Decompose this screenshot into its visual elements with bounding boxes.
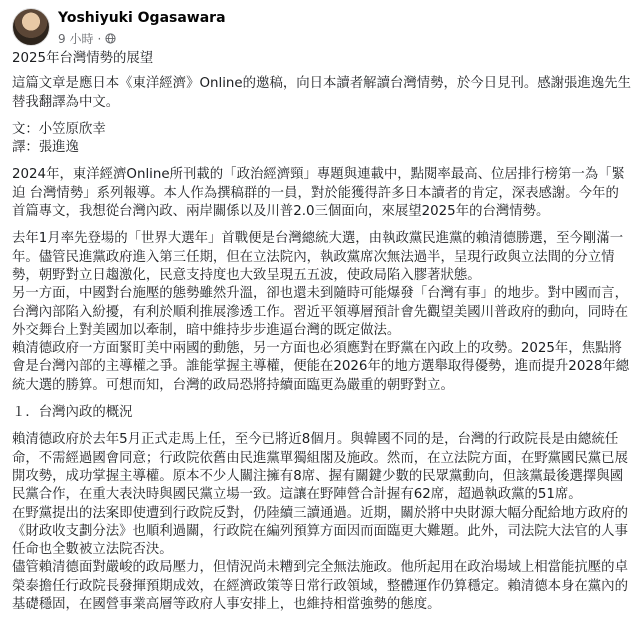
post-header — [12, 4, 628, 48]
paragraph-5: 賴清德政府於去年5月正式走馬上任，至今已將近8個月。與韓國不同的是，台灣的行政院長是由總統任命，不需經過國會同意；行政院依舊由民進黨單獨組閣及施政。然而，在立法院方面，在野黨國民黨已展開攻勢，成功掌握主導權。原本不少人關注擁有8席、握有關鍵少數的民眾黨動向，但該黨最後選擇與國民黨合作，在重大表決時與國民黨立場一致。這讓在野陣營合計握有62席，超過執政黨的51席。 — [12, 432, 628, 503]
timestamp[interactable]: 9 小時 — [58, 32, 94, 46]
byline-translator: 譯：張進逸 — [12, 140, 79, 156]
paragraph-1: 2024年，東洋經濟Online所刊載的「政治經濟頸」專題與連載中，點閱率最高、位居排行榜第一為「緊迫 台灣情勢」系列報導。本人作為撰稿群的一員，對於能獲得許多日本讀者的肯定，深表感謝。今年的首篇專文，我想從台灣內政、兩岸關係以及川普2.0三個面向，來展望2025年的台灣情勢。 — [12, 167, 625, 220]
globe-icon — [105, 33, 116, 44]
post-meta — [58, 30, 116, 47]
paragraph-7: 儘管賴清德面對嚴峻的政局壓力，但情況尚未糟到完全無法施政。他所起用在政治場域上相當能抗壓的卓榮泰擔任行政院長發揮預期成效，在經濟政策等日常行政領域，整體運作仍算穩定。賴清德本身在黨內的基礎穩固，在國營事業高層等政府人事安排上，也維持相當強勢的態度。 — [12, 560, 628, 613]
post-body — [12, 50, 632, 614]
paragraph-4: 賴清德政府一方面緊盯美中兩國的動態，另一方面也必須應對在野黨在內政上的攻勢。2025年，焦點將會是台灣內部的主導權之爭。誰能掌握主導權，便能在2026年的地方選舉取得優勢，進而提升2028年總統大選的勝算。可想而知，台灣的政局恐將持續面臨更為嚴重的朝野對立。 — [12, 341, 630, 393]
paragraph-2: 去年1月率先登場的「世界大選年」首戰便是台灣總統大選，由執政黨民進黨的賴清德勝選，至今剛滿一年。儘管民進黨政府進入第三任期，但在立法院內，執政黨席次無法過半，呈現行政與立法間的分立情勢，朝野對立日趨激化，民意支持度也大致呈現五五波，使政局陷入膠著狀態。 — [12, 231, 624, 283]
byline-author: 文：小笠原欣幸 — [12, 121, 106, 137]
meta-separator: · — [97, 31, 102, 46]
section-heading: １．台灣內政的概況 — [12, 405, 133, 421]
post-title: 2025年台灣情勢的展望 — [12, 51, 154, 66]
author-name[interactable]: Yoshiyuki Ogasawara — [58, 10, 226, 26]
avatar[interactable] — [12, 8, 50, 46]
paragraph-3: 另一方面，中國對台施壓的態勢雖然升溫，卻也還未到隨時可能爆發「台灣有事」的地步。對中國而言，台灣內部陷入紛擾，有利於順利推展滲透工作。習近平領導層預計會先觀望美國川普政府的動向，同時在外交舞台上對美國加以牽制，暗中維持步步進逼台灣的既定做法。 — [12, 286, 628, 338]
paragraph-6: 在野黨提出的法案即使遭到行政院反對，仍陸續三讀通過。近期，關於將中央財源大幅分配給地方政府的《財政收支劃分法》也順利過關，行政院在編列預算方面因而面臨更大難題。此外，司法院大法官的人事任命也全數被立法院否決。 — [12, 505, 628, 558]
intro-paragraph: 這篇文章是應日本《東洋經濟》Online的邀稿，向日本讀者解讀台灣情勢，於今日見刊。感謝張進逸先生替我翻譯為中文。 — [12, 76, 631, 110]
